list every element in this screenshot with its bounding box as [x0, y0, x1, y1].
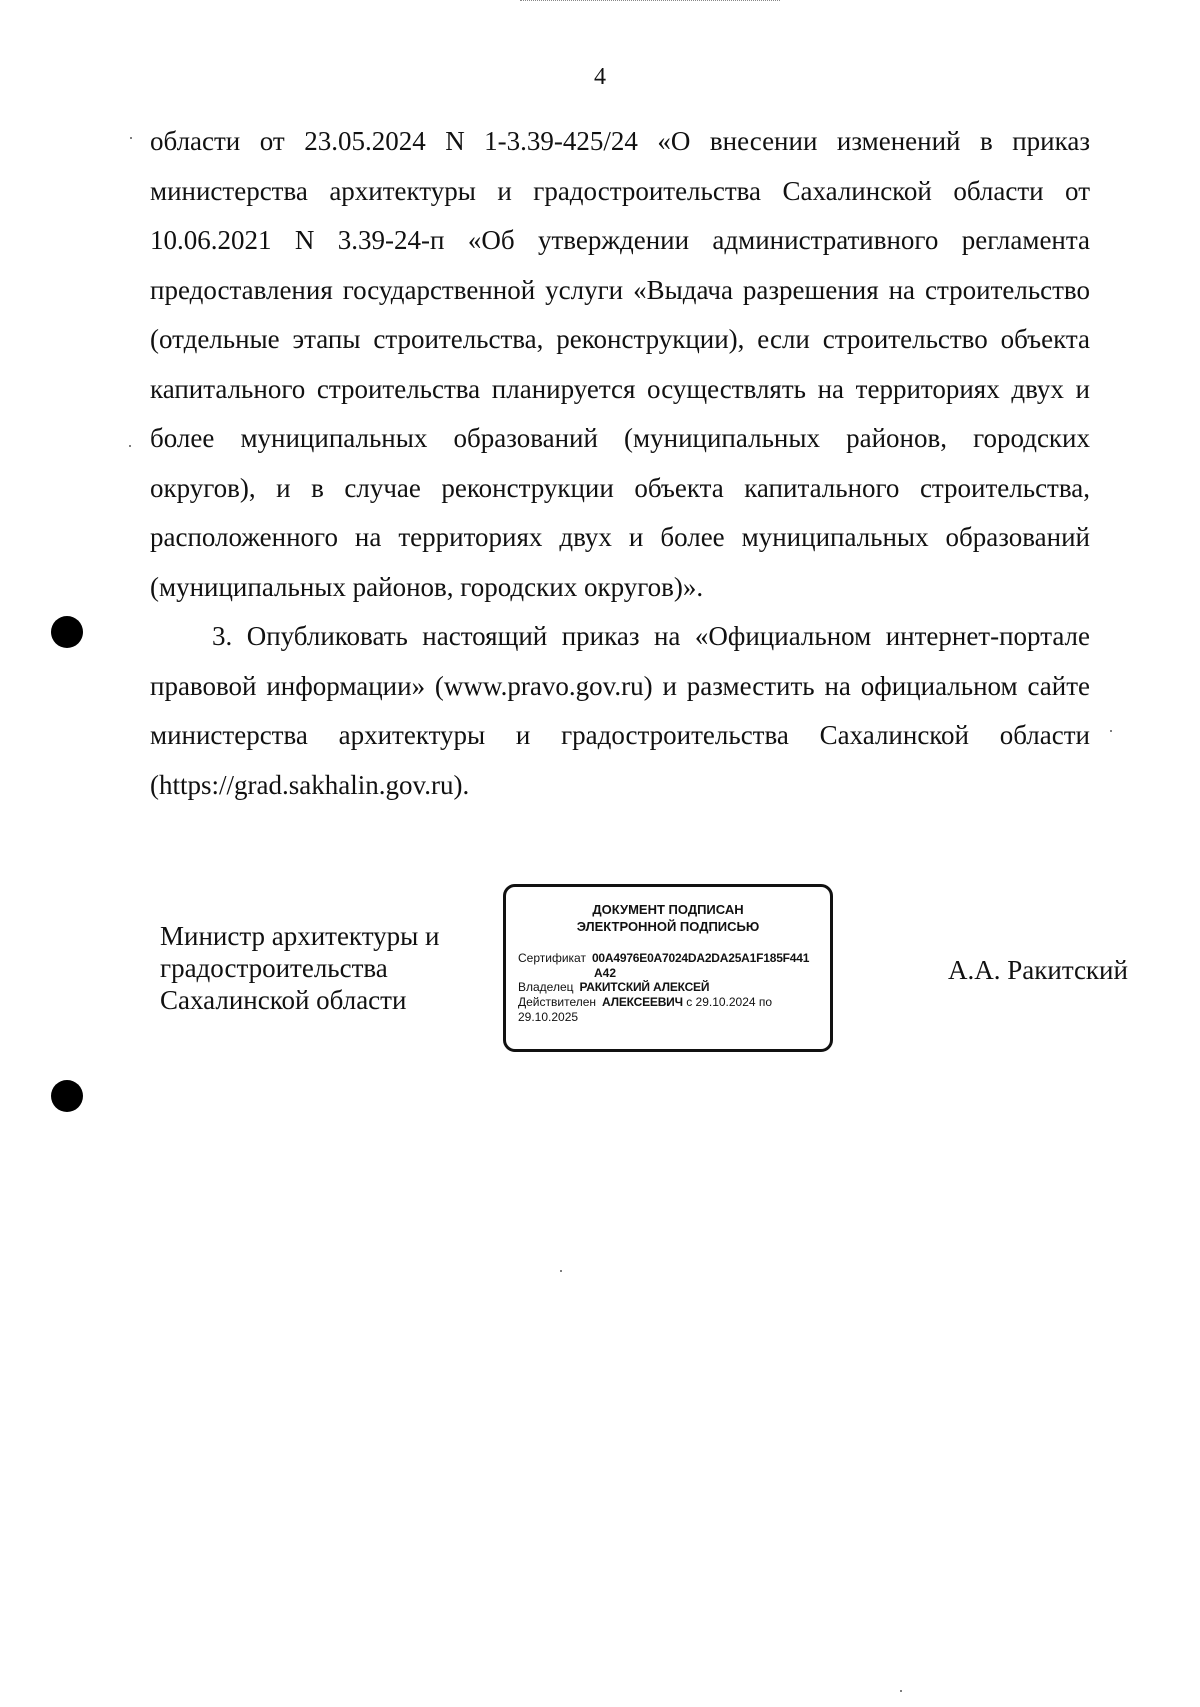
punch-hole-top — [51, 616, 83, 648]
signature-block — [0, 902, 1200, 1060]
stamp-validity — [518, 995, 818, 1025]
stamp-validity-label: Действителен — [518, 995, 597, 1009]
document-body — [150, 117, 1090, 810]
stamp-header-line-1: ДОКУМЕНТ ПОДПИСАН — [592, 902, 744, 917]
stamp-certificate-value-cont: A42 — [594, 966, 617, 980]
stamp-validity-value: с 29.10.2024 по 29.10.2025 — [518, 995, 773, 1024]
stamp-header-line-2: ЭЛЕКТРОННОЙ ПОДПИСЬЮ — [576, 919, 760, 934]
signer-position — [160, 920, 480, 1016]
stamp-owner — [518, 980, 818, 995]
signer-position-line-1: Министр архитектуры и — [160, 921, 440, 951]
signer-position-line-3: Сахалинской области — [160, 985, 407, 1015]
stamp-certificate-value: 00A4976E0A7024DA2DA25A1F185F441 — [591, 951, 810, 965]
stamp-owner-value-cont: АЛЕКСЕЕВИЧ — [602, 995, 683, 1009]
stamp-header — [518, 901, 818, 935]
signer-name: А.А. Ракитский — [948, 955, 1128, 985]
scan-speck — [129, 445, 131, 447]
scan-speck — [900, 1690, 902, 1692]
page-number: 4 — [594, 64, 606, 90]
scan-artifact-top — [520, 0, 780, 5]
stamp-certificate — [518, 951, 818, 966]
electronic-signature-stamp — [503, 884, 833, 1052]
stamp-owner-label: Владелец — [518, 980, 574, 994]
body-paragraph-continuation: области от 23.05.2024 N 1-3.39-425/24 «О внесении изменений в приказ министерства архитектуры и градостроительства Сахалинской области от 10.06.2021 N 3.39-24-п «Об утверждении административного регламента предоставления государственной услуги «Выдача разрешения на строительство (отдельные этапы строительства, реконструкции), если строительство объекта капитального строительства планируется осуществлять на территориях двух и более муниципальных образований (муниципальных районов, городских округов), и в случае реконструкции объекта капитального строительства, расположенного на территориях двух и более муниципальных образований (муниципальных районов, городских округов)». — [150, 126, 1090, 602]
scan-speck — [130, 137, 132, 139]
stamp-certificate-label: Сертификат — [518, 951, 586, 965]
stamp-owner-value: РАКИТСКИЙ АЛЕКСЕЙ — [579, 980, 710, 994]
body-paragraph-item-3: 3. Опубликовать настоящий приказ на «Официальном интернет-портале правовой информации» (www.pravo.gov.ru) и разместить на официальном сайте министерства архитектуры и градостроительства Сахалинской области (https://grad.sakhalin.gov.ru). — [150, 621, 1090, 800]
scan-speck — [560, 1270, 562, 1272]
signer-position-line-2: градостроительства — [160, 953, 388, 983]
scan-speck — [1110, 730, 1112, 732]
punch-hole-bottom — [51, 1080, 83, 1112]
